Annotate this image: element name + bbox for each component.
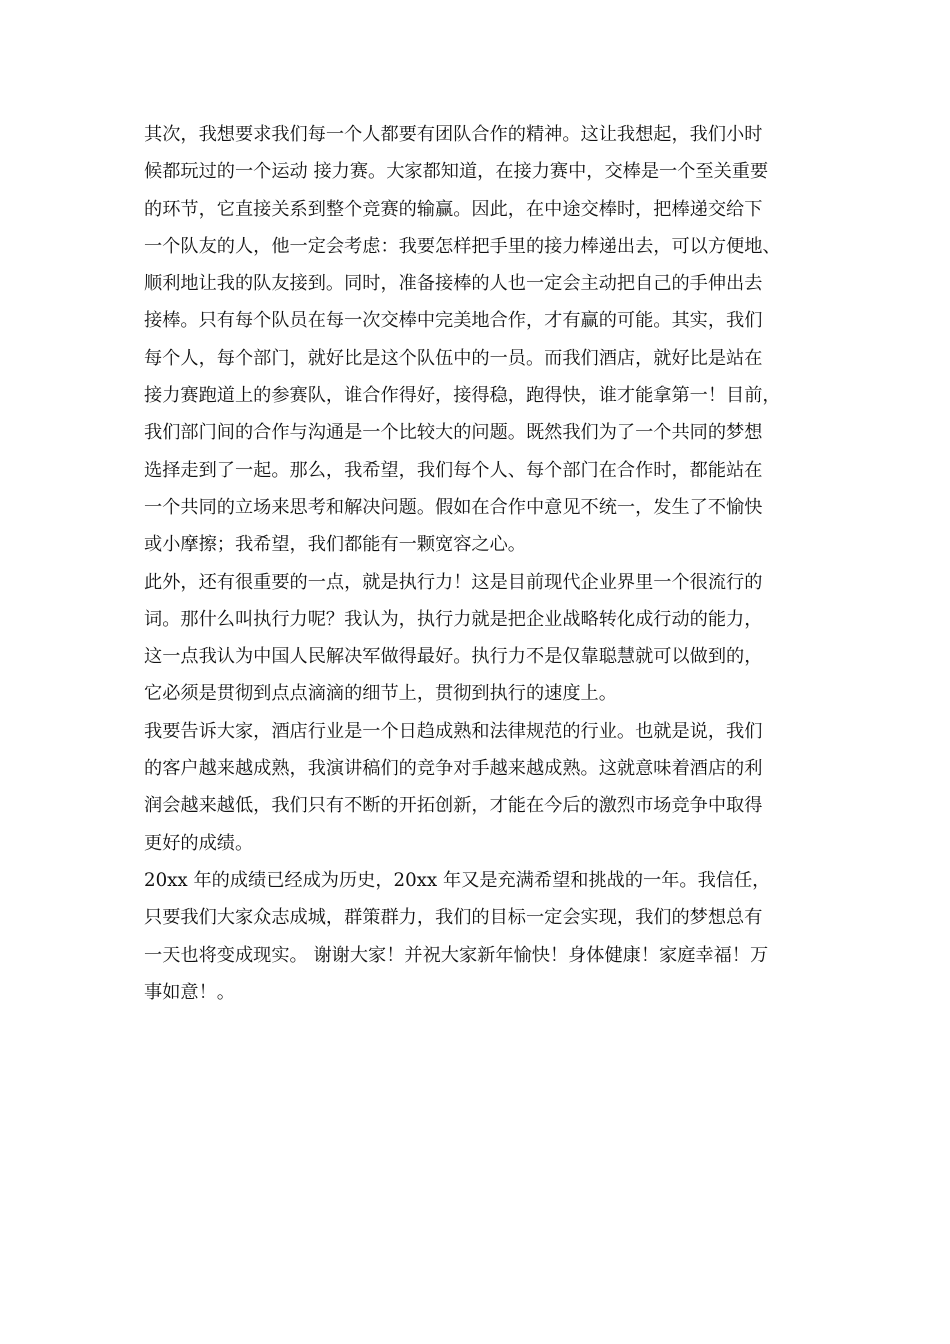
text-line: 的环节，它直接关系到整个竞赛的输赢。因此，在中途交棒时，把棒递交给下 bbox=[144, 198, 763, 220]
paragraph-closing bbox=[144, 862, 810, 1011]
text-line: 一天也将变成现实。 谢谢大家！并祝大家新年愉快！身体健康！家庭幸福！万 bbox=[144, 944, 769, 966]
text-line: 润会越来越低，我们只有不断的开拓创新，才能在今后的激烈市场竞争中取得 bbox=[144, 795, 763, 817]
text-line: 事如意！。 bbox=[144, 981, 235, 1003]
text-line: 更好的成绩。 bbox=[144, 832, 254, 854]
text-line: 这一点我认为中国人民解决军做得最好。执行力不是仅靠聪慧就可以做到的， bbox=[144, 646, 763, 668]
text-line: 每个人，每个部门，就好比是这个队伍中的一员。而我们酒店，就好比是站在 bbox=[144, 347, 763, 369]
text-line: 词。那什么叫执行力呢？我认为，执行力就是把企业战略转化成行动的能力， bbox=[144, 608, 763, 630]
text-line: 的客户越来越成熟，我演讲稿们的竞争对手越来越成熟。这就意味着酒店的利 bbox=[144, 758, 763, 780]
paragraph-teamwork bbox=[144, 116, 810, 564]
paragraph-industry bbox=[144, 713, 810, 862]
text-line: 接棒。只有每个队员在每一次交棒中完美地合作，才有赢的可能。其实，我们 bbox=[144, 310, 763, 332]
text-line: 接力赛跑道上的参赛队，谁合作得好，接得稳，跑得快，谁才能拿第一！目前， bbox=[144, 385, 781, 407]
text-line: 顺利地让我的队友接到。同时，准备接棒的人也一定会主动把自己的手伸出去 bbox=[144, 273, 763, 295]
text-line: 20xx 年的成绩已经成为历史，20xx 年又是充满希望和挑战的一年。我信任， bbox=[144, 869, 771, 891]
text-line: 其次，我想要求我们每一个人都要有团队合作的精神。这让我想起，我们小时 bbox=[144, 124, 763, 145]
text-line: 我要告诉大家，酒店行业是一个日趋成熟和法律规范的行业。也就是说，我们 bbox=[144, 720, 763, 742]
text-line: 我们部门间的合作与沟通是一个比较大的问题。既然我们为了一个共同的梦想 bbox=[144, 422, 763, 444]
text-line: 一个共同的立场来思考和解决问题。假如在合作中意见不统一，发生了不愉快 bbox=[144, 496, 763, 518]
text-line: 或小摩擦；我希望，我们都能有一颗宽容之心。 bbox=[144, 534, 526, 556]
text-line: 它必须是贯彻到点点滴滴的细节上，贯彻到执行的速度上。 bbox=[144, 683, 617, 705]
document-body bbox=[144, 116, 810, 1011]
paragraph-execution bbox=[144, 564, 810, 713]
text-line: 选择走到了一起。那么，我希望，我们每个人、每个部门在合作时，都能站在 bbox=[144, 459, 763, 481]
text-line: 此外，还有很重要的一点，就是执行力！这是目前现代企业界里一个很流行的 bbox=[144, 571, 763, 593]
text-line: 候都玩过的一个运动 接力赛。大家都知道，在接力赛中，交棒是一个至关重要 bbox=[144, 161, 769, 183]
text-line: 只要我们大家众志成城，群策群力，我们的目标一定会实现，我们的梦想总有 bbox=[144, 907, 763, 929]
text-line: 一个队友的人，他一定会考虑：我要怎样把手里的接力棒递出去，可以方便地、 bbox=[144, 235, 781, 257]
